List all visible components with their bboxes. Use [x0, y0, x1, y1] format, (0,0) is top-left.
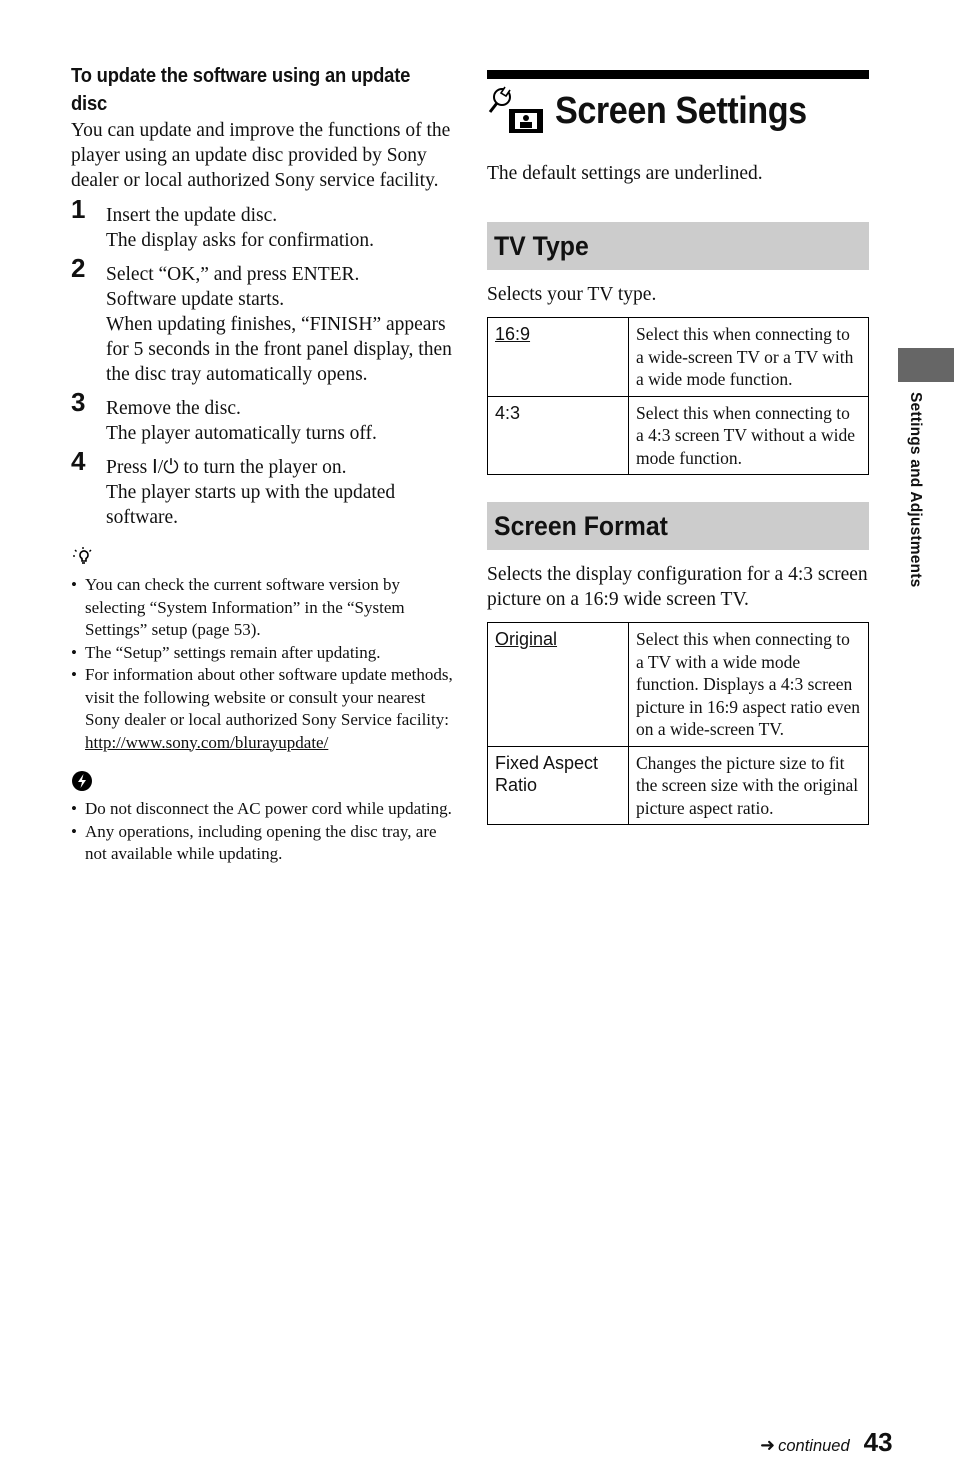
update-link[interactable]: http://www.sony.com/blurayupdate/	[85, 732, 329, 752]
right-column	[487, 70, 869, 825]
step-text: Select “OK,” and press ENTER.	[106, 264, 360, 285]
option-name-cell	[488, 396, 629, 475]
screen-format-heading	[487, 502, 869, 550]
step-text: Software update starts.	[106, 289, 285, 310]
option-name: Original	[495, 629, 558, 649]
section-heading: To update the software using an update disc	[71, 65, 411, 115]
step-number: 2	[71, 253, 86, 283]
step-text: Press Ⅰ/⏻ to turn the player on.	[106, 457, 347, 478]
screen-format-heading-text: Screen Format	[494, 510, 668, 541]
page-title: Screen Settings	[555, 89, 807, 132]
continued-label: continued	[778, 1437, 850, 1455]
tv-type-table	[487, 317, 869, 475]
cautions-list	[71, 798, 453, 866]
step-4	[71, 446, 453, 530]
screen-settings-icon	[487, 85, 545, 137]
hints-list	[71, 574, 453, 754]
step-number: 1	[71, 194, 86, 224]
caution-icon	[71, 770, 453, 794]
caution-item: • Do not disconnect the AC power cord while updating.	[71, 798, 453, 821]
option-name-cell	[488, 623, 629, 747]
left-column	[71, 62, 453, 866]
chapter-label: Settings and Adjustments	[907, 392, 924, 588]
step-text: Insert the update disc.	[106, 205, 278, 226]
screen-format-table	[487, 622, 869, 825]
table-row	[488, 623, 869, 747]
option-description: Select this when connecting to a 4:3 screen TV without a wide mode function.	[629, 396, 869, 475]
chapter-tab	[898, 348, 954, 382]
option-description: Changes the picture size to fit the screen size with the original picture aspect ratio.	[629, 746, 869, 825]
table-row	[488, 318, 869, 397]
caution-item: • Any operations, including opening the disc tray, are not available while updating.	[71, 821, 453, 866]
option-name: Fixed Aspect Ratio	[495, 752, 599, 795]
hint-item: • You can check the current software version by selecting “System Information” in the “System Settings” setup (page 53).	[71, 574, 453, 642]
step-text: The display asks for confirmation.	[106, 230, 375, 251]
table-row	[488, 746, 869, 825]
step-1	[71, 194, 453, 253]
step-text: The player automatically turns off.	[106, 423, 377, 444]
option-name: 16:9	[495, 324, 531, 344]
footer	[760, 1427, 893, 1458]
option-name-cell	[488, 318, 629, 397]
title-bar	[487, 70, 869, 137]
step-text: The player starts up with the updated software.	[106, 482, 396, 528]
step-3	[71, 387, 453, 446]
step-number: 3	[71, 387, 86, 417]
tv-type-heading	[487, 222, 869, 270]
table-row	[488, 396, 869, 475]
intro-paragraph: You can update and improve the functions of the player using an update disc provided by Sony dealer or local authorized Sony service facility.	[71, 120, 451, 191]
step-number: 4	[71, 446, 86, 476]
page-number: 43	[863, 1427, 893, 1457]
step-2	[71, 253, 453, 387]
lightbulb-icon	[71, 546, 453, 570]
hint-text: For information about other software update methods, visit the following website or consult your nearest Sony dealer or local authorized Sony Service facility:	[85, 665, 453, 729]
step-text: Remove the disc.	[106, 398, 241, 419]
hint-item	[71, 664, 453, 754]
step-text: When updating finishes, “FINISH” appears for 5 seconds in the front panel display, then the disc tray automatically opens.	[106, 314, 452, 385]
tv-type-heading-text: TV Type	[494, 230, 589, 261]
option-description: Select this when connecting to a TV with a wide mode function. Displays a 4:3 screen picture in 16:9 aspect ratio even on a wide-screen TV.	[629, 623, 869, 747]
hint-item: • The “Setup” settings remain after updating.	[71, 642, 453, 665]
option-name: 4:3	[495, 402, 521, 423]
tv-type-description: Selects your TV type.	[487, 284, 657, 305]
steps-list	[71, 194, 453, 530]
screen-format-description: Selects the display configuration for a 4:3 screen picture on a 16:9 wide screen TV.	[487, 564, 868, 610]
intro-text: The default settings are underlined.	[487, 163, 763, 184]
right-arrow-icon: ➜	[760, 1435, 776, 1456]
option-name-cell	[488, 746, 629, 825]
option-description: Select this when connecting to a wide-screen TV or a TV with a wide mode function.	[629, 318, 869, 397]
